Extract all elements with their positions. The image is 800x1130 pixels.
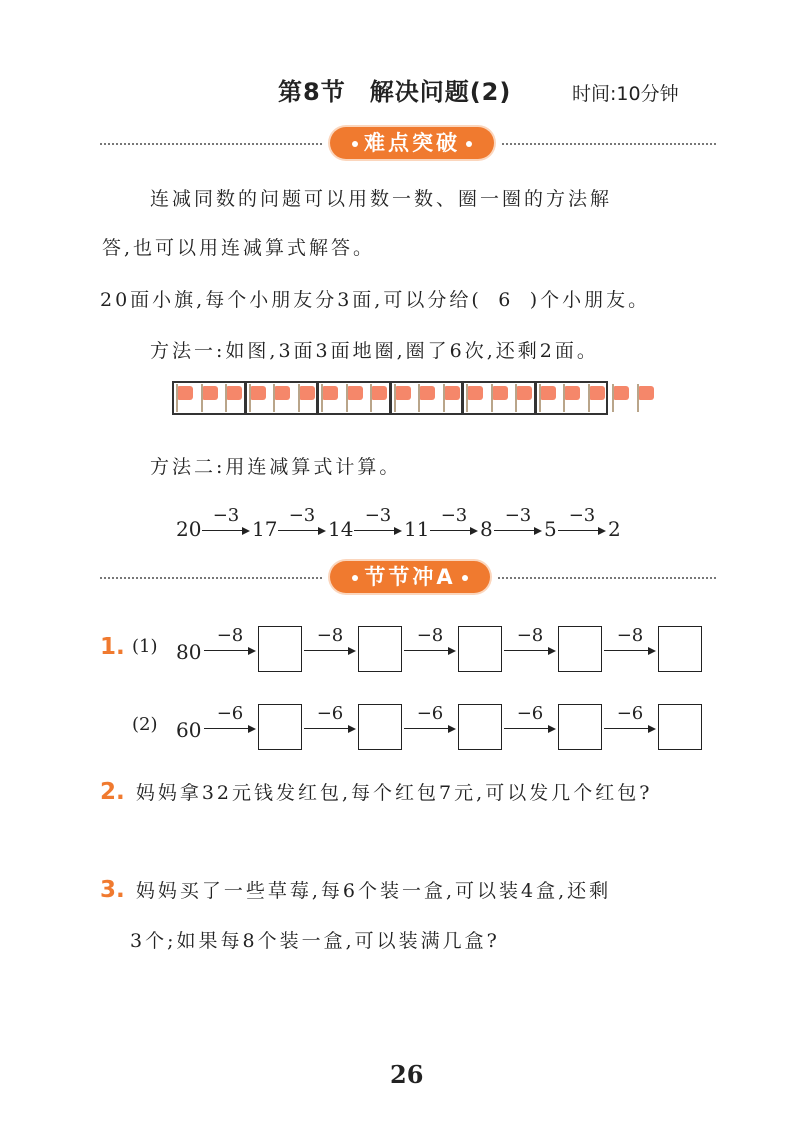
q1-part2-arrow-line — [604, 728, 650, 729]
flag-icon — [175, 384, 193, 410]
q3-line-2: 3个;如果每8个装一盒,可以装满几盒? — [130, 930, 500, 952]
q1-part2-arrow-head — [348, 725, 356, 733]
example-question-end: )个小朋友。 — [529, 289, 651, 311]
time-limit: 时间:10分钟 — [572, 83, 679, 105]
chain-arrow-head — [318, 527, 326, 535]
q1-part2-row — [132, 700, 732, 760]
flag-icon — [224, 384, 242, 410]
q1-part2-arrow-label: −6 — [516, 703, 544, 724]
q2-number: 2. — [100, 779, 125, 805]
q2-text: 妈妈拿32元钱发红包,每个红包7元,可以发几个红包? — [135, 782, 653, 804]
example-question-start: 20面小旗,每个小朋友分3面,可以分给( — [100, 289, 482, 311]
example-answer: 6 — [498, 289, 514, 311]
q1-number: 1. — [100, 634, 125, 660]
flag-icon — [636, 384, 654, 410]
banner-difficulty-label: 难点突破 — [364, 131, 460, 155]
flag-icon — [272, 384, 290, 410]
chain-arrow-label: −3 — [440, 505, 468, 526]
chain-arrow-line — [202, 530, 244, 531]
banner-challenge-label: 节节冲A — [364, 565, 456, 589]
q1-part2-arrow-line — [404, 728, 450, 729]
chain-arrow-head — [470, 527, 478, 535]
q1-part2-answer-box[interactable] — [358, 704, 402, 750]
method-two: 方法二:用连减算式计算。 — [150, 456, 402, 478]
flag-icon — [611, 384, 629, 410]
chain-arrow-label: −3 — [364, 505, 392, 526]
q3 — [100, 876, 611, 903]
q1-part1-answer-box[interactable] — [358, 626, 402, 672]
q1-part2-arrow-label: −6 — [216, 703, 244, 724]
method-one: 方法一:如图,3面3面地圈,圈了6次,还剩2面。 — [150, 340, 599, 362]
q1-part1-arrow-label: −8 — [516, 625, 544, 646]
q1-part1-arrow-label: −8 — [316, 625, 344, 646]
chain-arrow-label: −3 — [288, 505, 316, 526]
q1-part1-arrow-head — [648, 647, 656, 655]
q1-part2-arrow-label: −6 — [616, 703, 644, 724]
example-question — [100, 285, 650, 312]
subtraction-chain — [176, 500, 621, 550]
banner-difficulty — [330, 127, 494, 159]
q1-part1-arrow-line — [504, 650, 550, 651]
flag-icon — [490, 384, 508, 410]
section-title: 解决问题(2) — [369, 78, 512, 106]
q1-part1-arrow-head — [448, 647, 456, 655]
q1-part2-answer-box[interactable] — [558, 704, 602, 750]
chain-number: 14 — [328, 517, 354, 541]
flag-icon — [465, 384, 483, 410]
intro-line-1: 连减同数的问题可以用数一数、圈一圈的方法解 — [150, 188, 613, 210]
q1-part1-answer-box[interactable] — [458, 626, 502, 672]
q1-part2-arrow-head — [548, 725, 556, 733]
flag-icon — [345, 384, 363, 410]
q1-part1-arrow-line — [404, 650, 450, 651]
banner-challenge — [330, 561, 490, 593]
divider-left-2 — [100, 577, 322, 579]
q1-part1-row — [132, 622, 732, 682]
q1-part2-arrow-label: −6 — [416, 703, 444, 724]
q1-part2-answer-box[interactable] — [458, 704, 502, 750]
section-heading — [278, 72, 511, 107]
q1-part2-arrow-label: −6 — [316, 703, 344, 724]
q1-part1-arrow-head — [248, 647, 256, 655]
page-number: 26 — [390, 1060, 424, 1089]
chain-arrow-label: −3 — [568, 505, 596, 526]
flag-icon — [369, 384, 387, 410]
chain-arrow-label: −3 — [212, 505, 240, 526]
q1-part1-arrow-label: −8 — [616, 625, 644, 646]
chain-arrow-label: −3 — [504, 505, 532, 526]
q3-line-1: 妈妈买了一些草莓,每6个装一盒,可以装4盒,还剩 — [135, 880, 612, 902]
chain-arrow-line — [278, 530, 320, 531]
q1-part1-arrow-line — [204, 650, 250, 651]
divider-right-2 — [498, 577, 716, 579]
chain-number: 2 — [608, 517, 621, 541]
flag-icon — [514, 384, 532, 410]
q1-part1-arrow-head — [548, 647, 556, 655]
q1-part2-label: (2) — [132, 714, 158, 735]
q1-part1-arrow-line — [604, 650, 650, 651]
q1-part1-arrow-line — [304, 650, 350, 651]
q1-part2-arrow-head — [448, 725, 456, 733]
q1-part2-arrow-line — [204, 728, 250, 729]
chain-arrow-line — [430, 530, 472, 531]
q1-part1-answer-box[interactable] — [658, 626, 702, 672]
flag-icon — [248, 384, 266, 410]
q1-part2-answer-box[interactable] — [658, 704, 702, 750]
chain-arrow-line — [558, 530, 600, 531]
q1-part1-arrow-label: −8 — [216, 625, 244, 646]
chain-number: 5 — [544, 517, 557, 541]
divider-right — [502, 143, 716, 145]
flag-icon — [587, 384, 605, 410]
chain-number: 8 — [480, 517, 493, 541]
q1-part1-answer-box[interactable] — [558, 626, 602, 672]
flag-icon — [200, 384, 218, 410]
flag-icon — [297, 384, 315, 410]
q1-part1-label: (1) — [132, 636, 158, 657]
q1-part1-start-number: 80 — [176, 640, 202, 664]
q1-part2-arrow-head — [248, 725, 256, 733]
flag-icon — [442, 384, 460, 410]
chain-arrow-head — [394, 527, 402, 535]
section-number: 第8节 — [278, 78, 346, 106]
flag-icon — [562, 384, 580, 410]
q1-part2-arrow-head — [648, 725, 656, 733]
chain-number: 20 — [176, 517, 202, 541]
flag-icon — [538, 384, 556, 410]
q1-part2-arrow-line — [504, 728, 550, 729]
q1-part2-answer-box[interactable] — [258, 704, 302, 750]
flag-icon — [320, 384, 338, 410]
chain-arrow-head — [534, 527, 542, 535]
q1-part2-start-number: 60 — [176, 718, 202, 742]
chain-arrow-head — [242, 527, 250, 535]
chain-number: 17 — [252, 517, 278, 541]
chain-arrow-head — [598, 527, 606, 535]
chain-arrow-line — [354, 530, 396, 531]
q1-part1-arrow-head — [348, 647, 356, 655]
q3-number: 3. — [100, 877, 125, 903]
chain-number: 11 — [404, 517, 430, 541]
flag-icon — [393, 384, 411, 410]
flag-icon — [417, 384, 435, 410]
q2 — [100, 778, 652, 805]
q1-part1-answer-box[interactable] — [258, 626, 302, 672]
q1-part1-arrow-label: −8 — [416, 625, 444, 646]
q1-part2-arrow-line — [304, 728, 350, 729]
chain-arrow-line — [494, 530, 536, 531]
intro-line-2: 答,也可以用连减算式解答。 — [102, 237, 376, 259]
divider-left — [100, 143, 322, 145]
